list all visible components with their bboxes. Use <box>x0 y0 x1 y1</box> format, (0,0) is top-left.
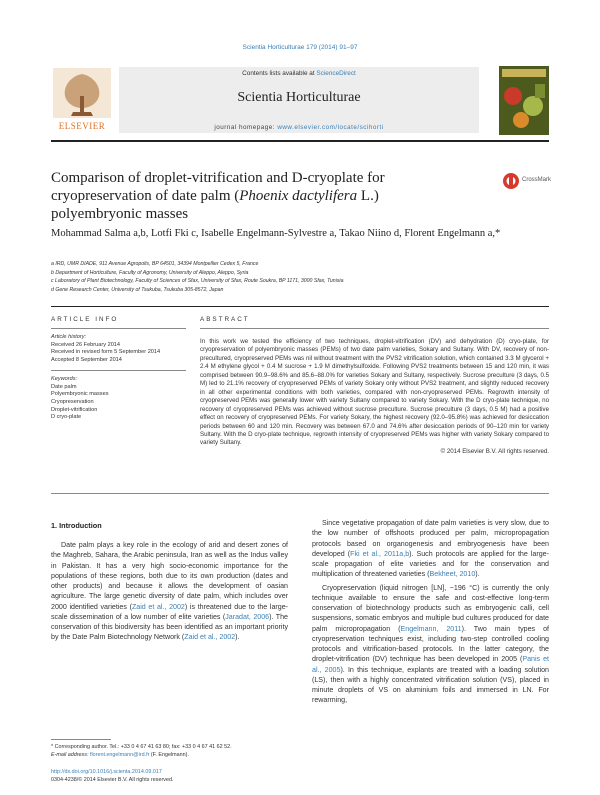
keyword: Cryopreservation <box>51 398 94 405</box>
text-run: ). <box>475 570 480 579</box>
text-run: ). <box>235 633 240 642</box>
author-list: Mohammad Salma a,b, Lotfi Fki c, Isabelle Engelmann-Sylvestre a, Takao Niino d, Florent Engelmann a,* <box>51 228 501 239</box>
citation-link[interactable]: Zaid et al., 2002 <box>131 602 185 611</box>
affiliations <box>51 260 551 294</box>
keyword: D cryo-plate <box>51 414 82 421</box>
elsevier-logo <box>51 66 113 135</box>
keyword: Polyembryonic masses <box>51 391 109 398</box>
abstract-body <box>200 338 549 456</box>
affiliation: c Laboratory of Plant Biotechnology, Faculty of Sciences of Sfax, University of Sfax, Route Soukra, BP 1171, 3000 Sfax, Tunisia <box>51 278 344 284</box>
intro-paragraph-right-1 <box>312 518 549 580</box>
email-suffix: (F. Engelmann). <box>149 751 189 758</box>
affiliation: d Gene Research Center, University of Tsukuba, Tsukuba 305-8572, Japan <box>51 286 224 293</box>
footnote-rule <box>51 739 111 740</box>
header-rule <box>51 140 549 142</box>
citation-link[interactable]: Bekheet, 2010 <box>429 570 476 579</box>
citation-link[interactable]: Fki et al., 2011a,b <box>350 549 410 558</box>
journal-title: Scientia Horticulturae <box>237 90 361 105</box>
abstract-rule <box>200 328 549 329</box>
crossmark-icon <box>502 172 520 190</box>
text-run: ). Such protocols are applied for the large-scale propagation of elite varieties and for the conservation and multiplication of threatened varieties ( <box>312 549 549 579</box>
crossmark-label: CrossMark <box>522 177 552 183</box>
text-run: ) is threatened due to the large-scale dissemination of a low number of elite varieties ( <box>51 602 289 621</box>
corresponding-author: * Corresponding author. Tel.: +33 0 4 67 41 63 80; fax: +33 0 4 67 41 62 52. <box>51 744 232 750</box>
email-link[interactable]: florent.engelmann@ird.fr <box>89 751 150 758</box>
journal-header <box>51 66 549 137</box>
received-date: Received 26 February 2014 <box>51 341 121 348</box>
journal-cover-image <box>499 66 549 135</box>
text-run: Cryopreservation (liquid nitrogen [LN], −196 °C) is currently the only technique available to ensure the safe and cost-effective long-term conservation of biotechnology products such as embryogenic calli, cell suspensions, somatic embryos and multiple bud cultures produced for date palm micropropagation ( <box>312 583 549 633</box>
homepage-prefix: journal homepage: <box>214 124 276 131</box>
title-species: Phoenix dactylifera <box>239 188 358 204</box>
sciencedirect-link[interactable]: ScienceDirect <box>316 70 356 77</box>
abstract-heading: ABSTRACT <box>200 316 250 323</box>
info-rule <box>51 328 186 329</box>
doi-link[interactable]: http://dx.doi.org/10.1016/j.scienta.2014.09.017 <box>51 769 162 775</box>
keywords-label: Keywords: <box>51 376 78 383</box>
journal-homepage <box>119 124 479 131</box>
article-history <box>51 334 186 422</box>
contents-line <box>119 70 479 77</box>
title-text-1: Comparison of droplet-vitrification and D-cryoplate for cryopreservation of date palm ( <box>51 170 385 204</box>
cover-illustration-icon <box>499 66 549 135</box>
affiliation: b Department of Horticulture, Faculty of Agronomy, University of Aleppo, Aleppo, Syria <box>51 269 249 276</box>
accepted-date: Accepted 8 September 2014 <box>51 356 122 363</box>
text-run: ). The conservation of this biodiversity has been identified as an important priority by the Date Palm Biotechnology Network ( <box>51 612 289 642</box>
intro-paragraph-left <box>51 540 288 643</box>
citation-link[interactable]: Panis et al., 2005 <box>312 655 549 674</box>
section-rule <box>51 306 549 307</box>
publisher-name: ELSEVIER <box>58 121 106 131</box>
article-title <box>51 169 451 223</box>
footnote <box>51 744 301 759</box>
keyword: Droplet-vitrification <box>51 406 98 413</box>
abstract-text: In this work we tested the efficiency of two techniques, droplet-vitrification (DV) and dehydration (D) cryo-plate, for cryopreservation of polyembryonic masses (PEMs) of two date palm varieties, Sokary and Sultany. With DV, recovery of non-precultured, cryopreserved PEMs was nil without treatment with the PVS2 vitrification solution, which contained 3.3 M glycerol + 2.4 M ethylene glycol + 0.4 M sucrose + 1.9 M dimethylsulfoxide. Following PVS2 treatments between 15 and 120 min, it was comprised between 90.9–98.6% and 85.6–88.0% for varieties Sokary and Sultany, respectively. Sucrose preculture (3 days, 0.5 M) led to 21.1% recovery of cryopreserved PEMs of variety Sokary only without PVS2 treatment, and slightly reduced recovery in all other experimental conditions with both varieties, compared with non-cryopreserved PEMs. Regrowth intensity of cryopreserved PEMs was generally lower with variety Sultany compared to variety Sokary. With the D cryo-plate technique, no recovery of cryopreserved PEMs was achieved without sucrose preculture. Sucrose preculture (3 days, 0.5 M) had a positive effect on recovery of cryopreserved PEMs. For variety Sokary, the highest recovery (92.0–95.8%) was achieved for desiccation periods between 60 and 120 min. Recovery was between 67.0 and 74.6% after desiccation periods of 90–120 min for variety Sultany. With the D cryo-plate technique, regrowth intensity of cryopreserved PEMs was higher with variety Sokary compared to variety Sultany. <box>200 338 549 447</box>
article-info-heading: ARTICLE INFO <box>51 316 119 323</box>
history-rule <box>51 370 186 371</box>
section-heading-introduction: 1. Introduction <box>51 521 102 530</box>
homepage-link[interactable]: www.elsevier.com/locate/scihorti <box>277 124 384 131</box>
journal-banner <box>119 67 479 133</box>
email-line <box>51 752 301 760</box>
revised-date: Received in revised form 5 September 2014 <box>51 349 161 356</box>
copyright-line: © 2014 Elsevier B.V. All rights reserved. <box>440 447 549 455</box>
text-run: Since vegetative propagation of date palm varieties is very slow, due to the low number of offshoots produced per palm, micropropagation protocols based on organogenesis and embryogenesis have been developed ( <box>312 519 549 558</box>
affiliation: a IRD, UMR DIADE, 911 Avenue Agropolis, BP 64501, 34394 Montpellier Cedex 5, France <box>51 261 259 267</box>
title-text-2: L.) polyembryonic masses <box>51 188 379 222</box>
intro-column-right <box>312 518 549 706</box>
citation-link[interactable]: Jaradat, 2006 <box>225 612 270 621</box>
text-run: ). In this technique, explants are treated with a loading solution (LS), then with a highly concentrated vitrification solution (VS), placed in minute droplets of VS on aluminium foils and immersed in LN. For rewarming, <box>312 665 549 705</box>
intro-paragraph-right-2 <box>312 583 549 706</box>
page-footer <box>51 769 301 784</box>
citation-link[interactable]: Engelmann, 2011 <box>400 624 462 633</box>
citation-link[interactable]: Zaid et al., 2002 <box>184 633 236 642</box>
contents-prefix: Contents lists available at <box>242 70 315 77</box>
email-label: E-mail address: <box>51 751 89 758</box>
text-run: ). Two main types of cryopreservation techniques exist, including two-step controlled cooling protocols and vitrification-based protocols. In the latter category, the droplet-vitrification (DV) technique has been developed in 2005 ( <box>312 624 549 664</box>
crossmark-button[interactable] <box>502 172 562 194</box>
history-label: Article history: <box>51 334 87 340</box>
journal-citation: Scientia Horticulturae 179 (2014) 91–97 <box>242 44 358 51</box>
keyword: Date palm <box>51 383 77 390</box>
issn-line: 0304-4238/© 2014 Elsevier B.V. All rights reserved. <box>51 776 174 783</box>
text-run: Date palm plays a key role in the ecology of arid and desert zones of the Maghreb, Sahara, the Arabic peninsula, Iran as well as the Indus valley in Pakistan. It has a very high socio-economic importance for the populations of these regions, both due to its own production (dates and other products) and because it allows the development of oasian agriculture. The large genetic diversity of date palm, which includes over 2000 identified varieties ( <box>51 541 288 611</box>
abstract-bottom-rule <box>51 493 549 494</box>
